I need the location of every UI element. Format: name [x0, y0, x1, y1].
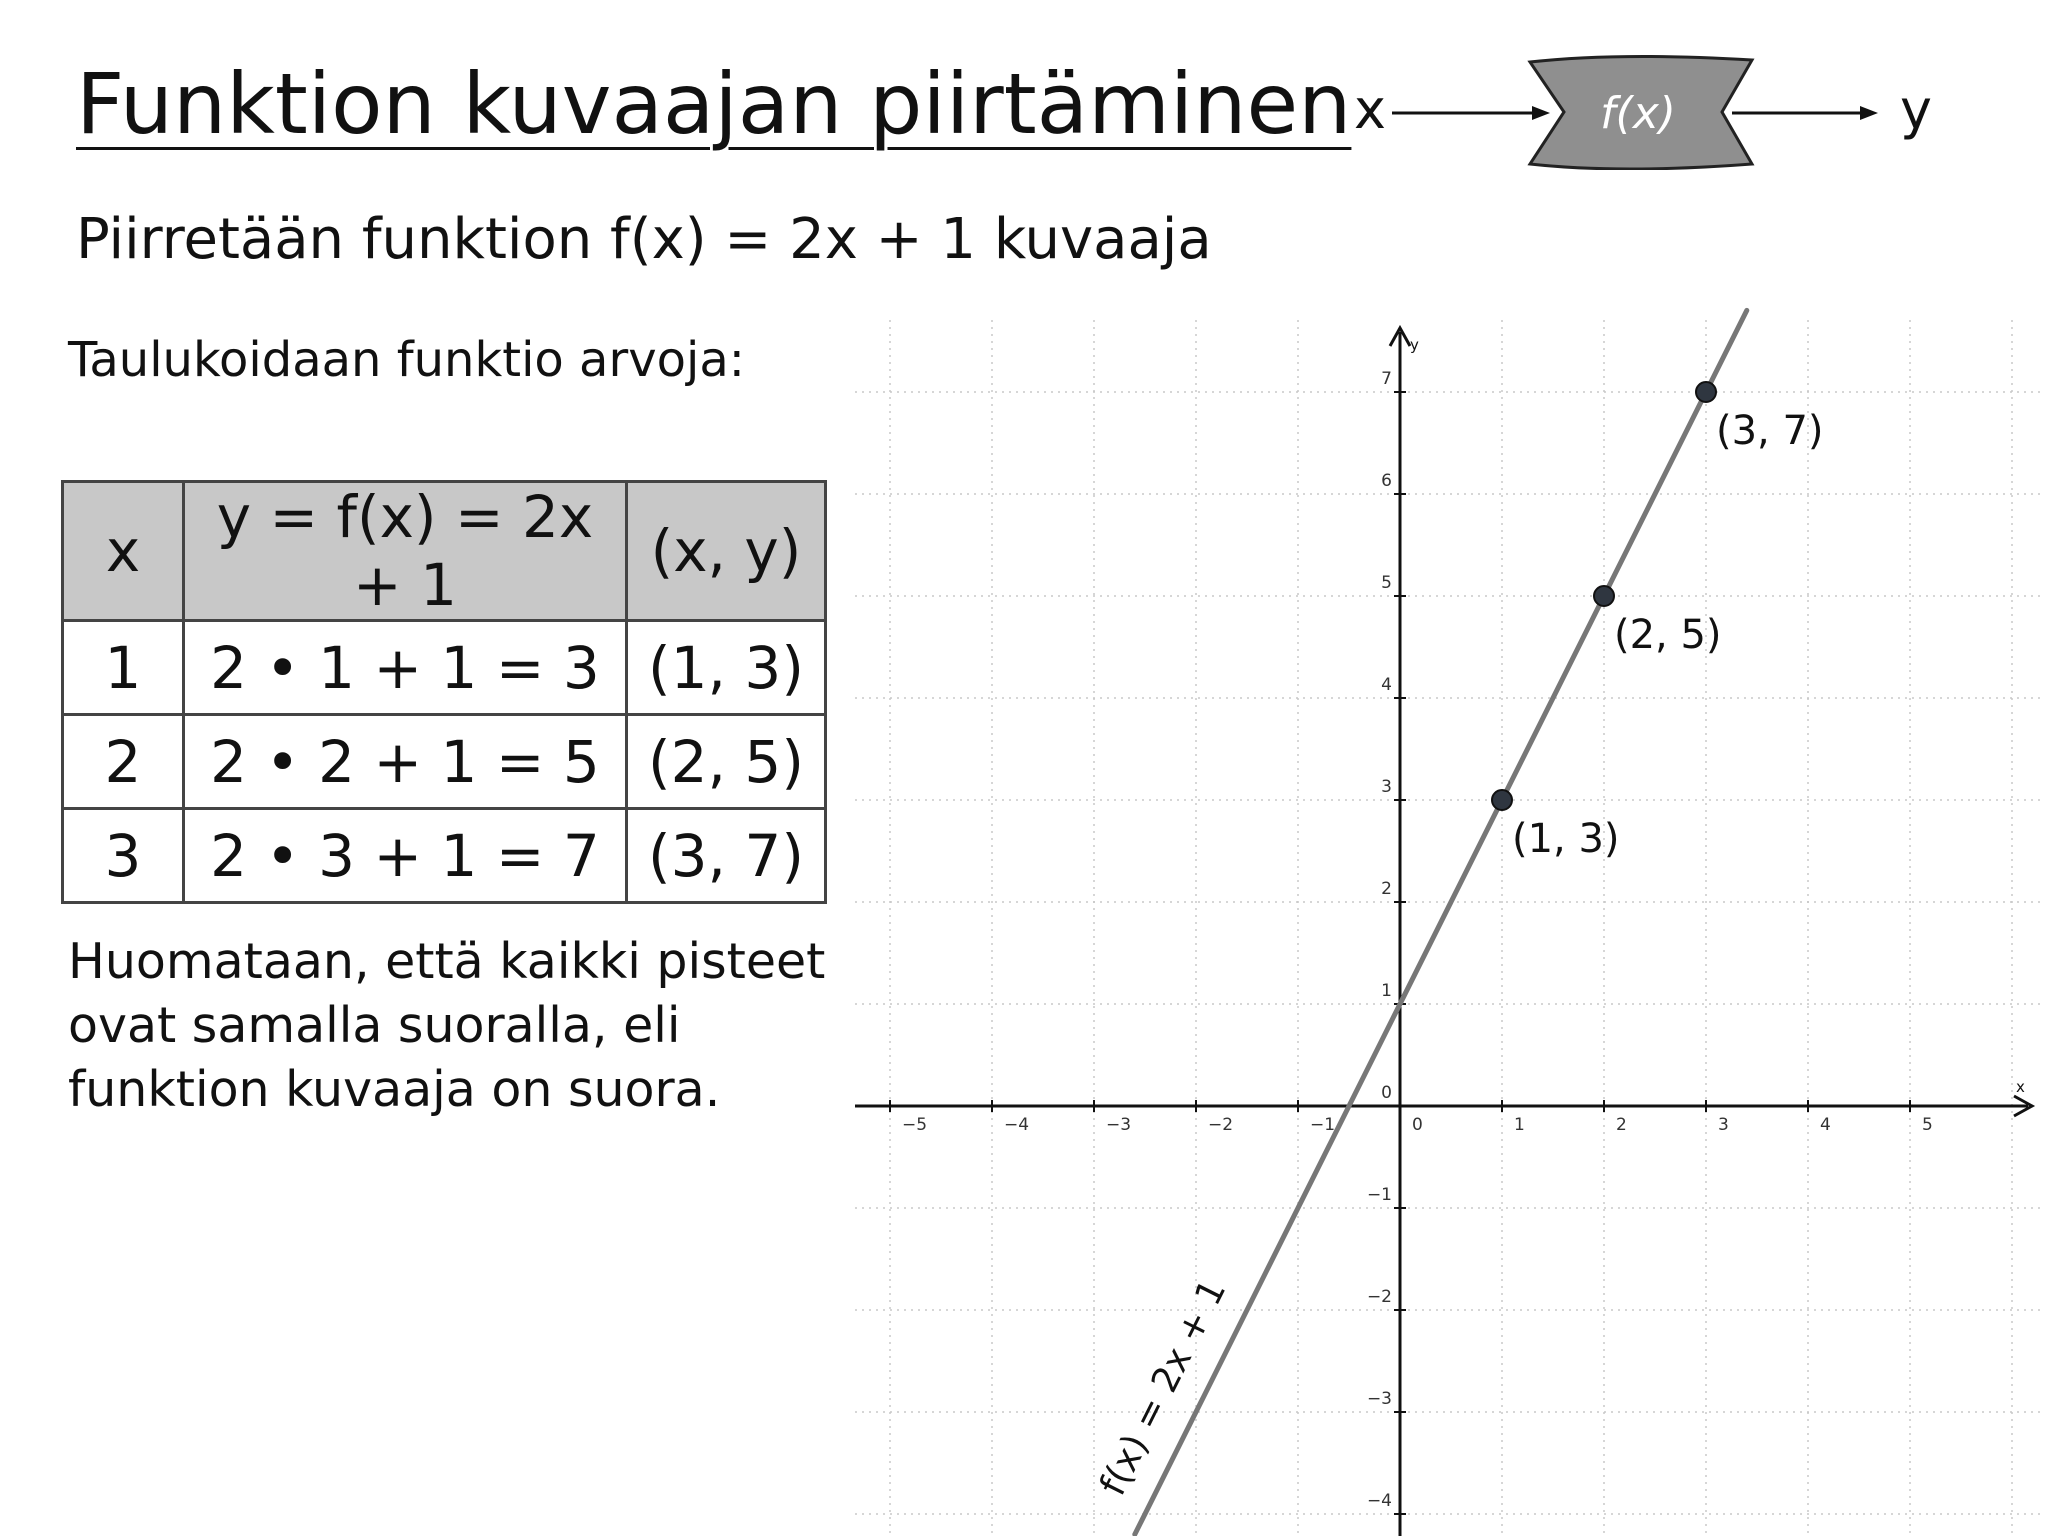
data-point [1594, 586, 1614, 606]
page-title: Funktion kuvaajan piirtäminen [76, 55, 1352, 153]
header-point: (x, y) [627, 482, 826, 621]
machine-function-label: f(x) [1600, 88, 1676, 139]
y-tick-label: 1 [1381, 981, 1392, 1001]
y-tick-label: 3 [1381, 777, 1392, 797]
cell-point: (1, 3) [627, 621, 826, 715]
data-point-label: (1, 3) [1512, 816, 1620, 862]
subtitle: Piirretään funktion f(x) = 2x + 1 kuvaaja [76, 207, 1212, 272]
x-tick-label: −2 [1208, 1115, 1234, 1135]
x-tick-label: −5 [902, 1115, 928, 1135]
data-point [1696, 382, 1716, 402]
data-point [1492, 790, 1512, 810]
x-tick-label: 1 [1514, 1115, 1525, 1135]
cell-formula: 2 • 1 + 1 = 3 [184, 621, 627, 715]
x-tick-label: −1 [1310, 1115, 1336, 1135]
cell-x: 3 [63, 809, 184, 903]
y-tick-label: 2 [1381, 879, 1392, 899]
data-point-label: (2, 5) [1614, 612, 1722, 658]
table-intro-text: Taulukoidaan funktio arvoja: [68, 332, 745, 388]
y-tick-label: −1 [1366, 1185, 1392, 1205]
cell-formula: 2 • 3 + 1 = 7 [184, 809, 627, 903]
grid [855, 320, 2040, 1536]
cell-formula: 2 • 2 + 1 = 5 [184, 715, 627, 809]
x-axis-label: x [2016, 1078, 2025, 1096]
y-tick-label: 7 [1381, 369, 1392, 389]
header-formula: y = f(x) = 2x + 1 [184, 482, 627, 621]
y-tick-label: 4 [1381, 675, 1392, 695]
x-tick-label: −3 [1106, 1115, 1132, 1135]
cell-point: (3, 7) [627, 809, 826, 903]
y-tick-label: 0 [1381, 1083, 1392, 1103]
cell-x: 1 [63, 621, 184, 715]
y-tick-label: 5 [1381, 573, 1392, 593]
x-tick-label: 5 [1922, 1115, 1933, 1135]
header-x: x [63, 482, 184, 621]
y-tick-label: −3 [1366, 1389, 1392, 1409]
x-tick-label: 4 [1820, 1115, 1831, 1135]
y-tick-label: 6 [1381, 471, 1392, 491]
machine-output-label: y [1900, 78, 1932, 141]
x-tick-label: 2 [1616, 1115, 1627, 1135]
x-tick-label: 3 [1718, 1115, 1729, 1135]
data-point-label: (3, 7) [1716, 408, 1824, 454]
x-tick-label: −4 [1004, 1115, 1030, 1135]
machine-input-label: x [1354, 78, 1386, 141]
y-tick-label: −2 [1366, 1287, 1392, 1307]
x-tick-label: 0 [1412, 1115, 1423, 1135]
cell-x: 2 [63, 715, 184, 809]
cell-point: (2, 5) [627, 715, 826, 809]
series-label: f(x) = 2x + 1 [1092, 1273, 1235, 1503]
axes [855, 328, 2032, 1536]
conclusion-text: Huomataan, että kaikki pisteet ovat samalla suoralla, eli funktion kuvaaja on suora. [68, 933, 826, 1118]
y-axis-label: y [1410, 336, 1419, 354]
labels [902, 336, 2025, 1511]
y-tick-label: −4 [1366, 1491, 1392, 1511]
